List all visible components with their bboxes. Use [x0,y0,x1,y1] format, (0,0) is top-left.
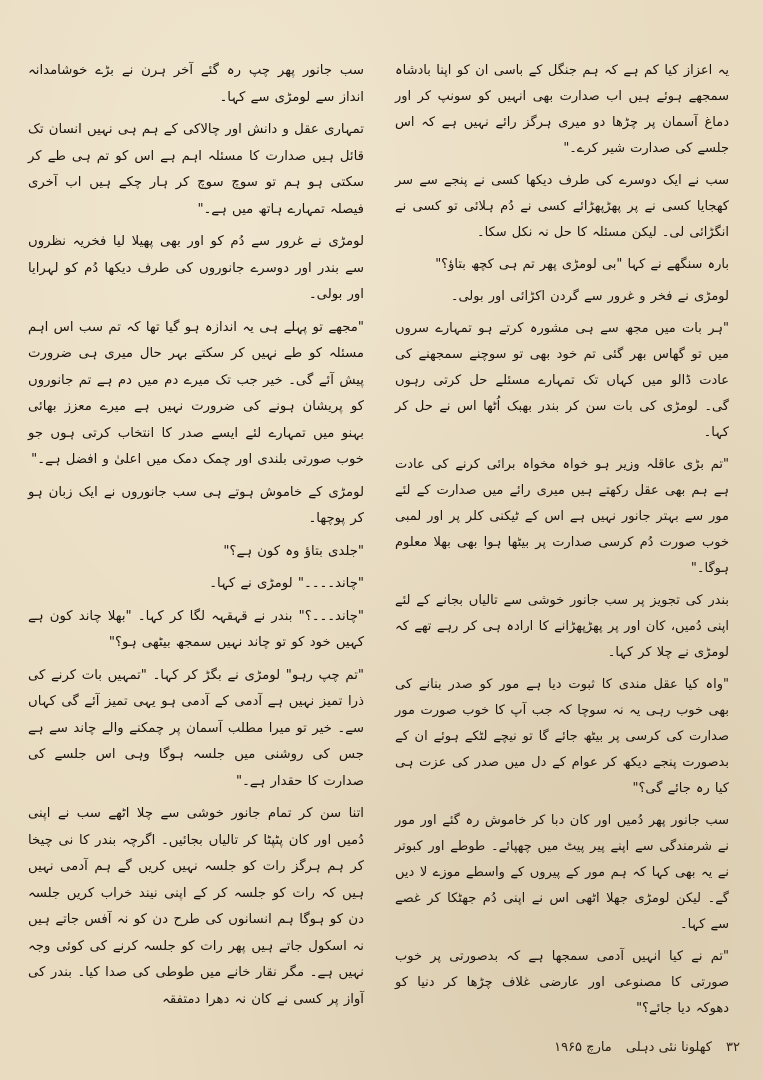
publication-name: کھلونا نئی دہلی [625,1040,712,1055]
paragraph: "تم نے کیا انہیں آدمی سمجھا ہے کہ بدصورتی پر خوب صورتی کا مصنوعی اور عارضی غلاف چڑھا کر دنیا کو دھوکہ دیا جائے؟" [395,949,729,1016]
page-footer [470,1038,740,1058]
issue-date: مارچ ۱۹۶۵ [554,1040,612,1055]
page-number: ۳۲ [726,1040,740,1055]
paragraph: تمہاری عقل و دانش اور چالاکی کے ہم ہی نہیں انسان تک قائل ہیں صدارت کا مسئلہ اہم ہے اس کو تم ہی طے کر سکتی ہو ہم تو سوچ سوچ کر ہار چکے ہیں اب آخری فیصلہ تمہارے ہاتھ میں ہے۔" [28,122,364,217]
paragraph: یہ اعزاز کیا کم ہے کہ ہم جنگل کے باسی ان کو اپنا بادشاہ سمجھے ہوئے ہیں اب صدارت بھی انہیں کو سونپ کر اور دماغ آسمان پر چڑھا دو میری ہرگز رائے نہیں ہے کہ اس جلسے کی صدارت شیر کرے۔" [395,63,729,156]
paragraph: بارہ سنگھے نے کہا "بی لومڑی پھر تم ہی کچھ بتاؤ؟" [435,257,729,272]
paragraph: سب جانور پھر دُمیں اور کان دبا کر خاموش رہ گئے اور مور نے شرمندگی سے اپنے پیر پیٹ میں چھپائے۔ طوطے اور کبوتر نے یہ بھی کہا کہ ہم مور کے پیروں کے واسطے موزے لا دیں گے۔ لیکن لومڑی جھلا اٹھی اس نے اپنی دُم جھٹکا کر غصے سے کہا۔ [395,813,729,932]
left-column [28,58,364,1019]
paragraph: "مجھے تو پہلے ہی یہ اندازہ ہو گیا تھا کہ تم سب اس اہم مسئلہ کو طے نہیں کر سکتے بہر حال میری ہی ضرورت پیش آئے گی۔ خیر جب تک میرے دم میں دم ہے تم جانوروں کو پریشان ہونے کی ضرورت نہیں ہے میرے معزز بھائی بہنو میں تمہارے لئے ایسے صدر کا انتخاب کرتی ہوں جو خوب صورتی بلندی اور چمک دمک میں اعلیٰ و افضل ہے۔" [28,319,364,467]
paragraph: سب جانور پھر چپ رہ گئے آخر ہرن نے بڑے خوشامدانہ انداز سے لومڑی سے کہا۔ [28,63,364,105]
paragraph: "چاند۔۔۔۔" لومڑی نے کہا۔ [209,576,364,591]
paragraph: "تم چپ رہو" لومڑی نے بگڑ کر کہا۔ "تمہیں بات کرنے کی ذرا تمیز نہیں ہے آدمی کے آدمی ہو یہی تمیز آئے گی کہاں سے۔ خیر تو میرا مطلب آسمان پر چمکنے والے چاند سے ہے جس کی روشنی میں جلسہ ہوگا وہی اس جلسے کی صدارت کا حقدار ہے۔" [28,667,364,789]
right-column [395,58,729,1028]
paragraph: سب نے ایک دوسرے کی طرف دیکھا کسی نے پنجے سے سر کھجایا کسی نے پر پھڑپھڑائے کسی نے دُم ہلائی تو کسی نے انگڑائی لی۔ لیکن مسئلہ کا حل نہ نکل سکا۔ [395,173,729,240]
paragraph: اتنا سن کر تمام جانور خوشی سے چلا اٹھے سب نے اپنی دُمیں اور کان پٹپٹا کر تالیاں بجائیں۔ اگرچہ بندر کا نی چیخا کر ہم ہرگز رات کو جلسہ نہیں کریں گے ہم آدمی نہیں ہیں کہ رات کو جلسہ کر کے اپنی نیند خراب کریں جلسہ دن کو ہوگا ہم انسانوں کی طرح دن کو نہ آفس جاتے ہیں نہ اسکول جاتے ہیں پھر رات کو جلسہ کرنے کی کوئی وجہ نہیں ہے۔ مگر نقار خانے میں طوطی کی صدا کیا۔ بندر کی آواز پر کسی نے کان نہ دھرا دمتفقہ [28,806,364,1007]
paragraph: لومڑی نے غرور سے دُم کو اور بھی پھیلا لیا فخریہ نظروں سے بندر اور دوسرے جانوروں کی طرف دیکھا دُم کو لہرایا اور بولی۔ [28,234,364,302]
paragraph: لومڑی کے خاموش ہوتے ہی سب جانوروں نے ایک زبان ہو کر پوچھا۔ [28,484,364,526]
paragraph: لومڑی نے فخر و غرور سے گردن اکڑائی اور بولی۔ [450,289,729,304]
paragraph: "تم بڑی عاقلہ وزیر ہو خواہ مخواہ برائی کرنے کی عادت ہے ہم بھی عقل رکھتے ہیں میری رائے میں صدارت کے لئے مور سے بہتر جانور نہیں ہے اس کے ٹیکنی کلر پر اور لمبی خوب صورت دُم کرسی صدارت پر بیٹھا ہوا بھی بھلا معلوم ہوگا۔" [395,457,729,576]
paragraph: "ہر بات میں مجھ سے ہی مشورہ کرتے ہو تمہارے سروں میں تو گھاس بھر گئی تم خود بھی تو سوچنے سمجھنے کی عادت ڈالو میں کہاں تک تمہارے مسئلے حل کرتی رہوں گی۔ لومڑی کی بات سن کر بندر بھبک اُٹھا اس نے حل کر کہا۔ [395,321,729,440]
paragraph: بندر کی تجویز پر سب جانور خوشی سے تالیاں بجانے کے لئے اپنی دُمیں، کان اور پر پھڑپھڑانے کا ارادہ ہی کر رہے تھے کہ لومڑی نے چلا کر کہا۔ [395,593,729,660]
paragraph: "چاند۔۔۔؟" بندر نے قہقہہ لگا کر کہا۔ "بھلا چاند کون ہے کہیں خود کو تو چاند نہیں سمجھ بیٹھی ہو؟" [28,608,364,650]
paragraph: "جلدی بتاؤ وہ کون ہے؟" [223,543,364,559]
paragraph: "واہ کیا عقل مندی کا ثبوت دیا ہے مور کو صدر بنانے کی بھی خوب رہی یہ نہ سوچا کہ جب آپ کا خوب صورت مور صدارت کی کرسی پر بیٹھ جائے گا تو نیچے لٹکے ہوئے ان کے بدصورت پنجے دیکھ کر عوام کے دل میں صدر کی عزت ہی کیا رہ جائے گی؟" [395,677,729,796]
